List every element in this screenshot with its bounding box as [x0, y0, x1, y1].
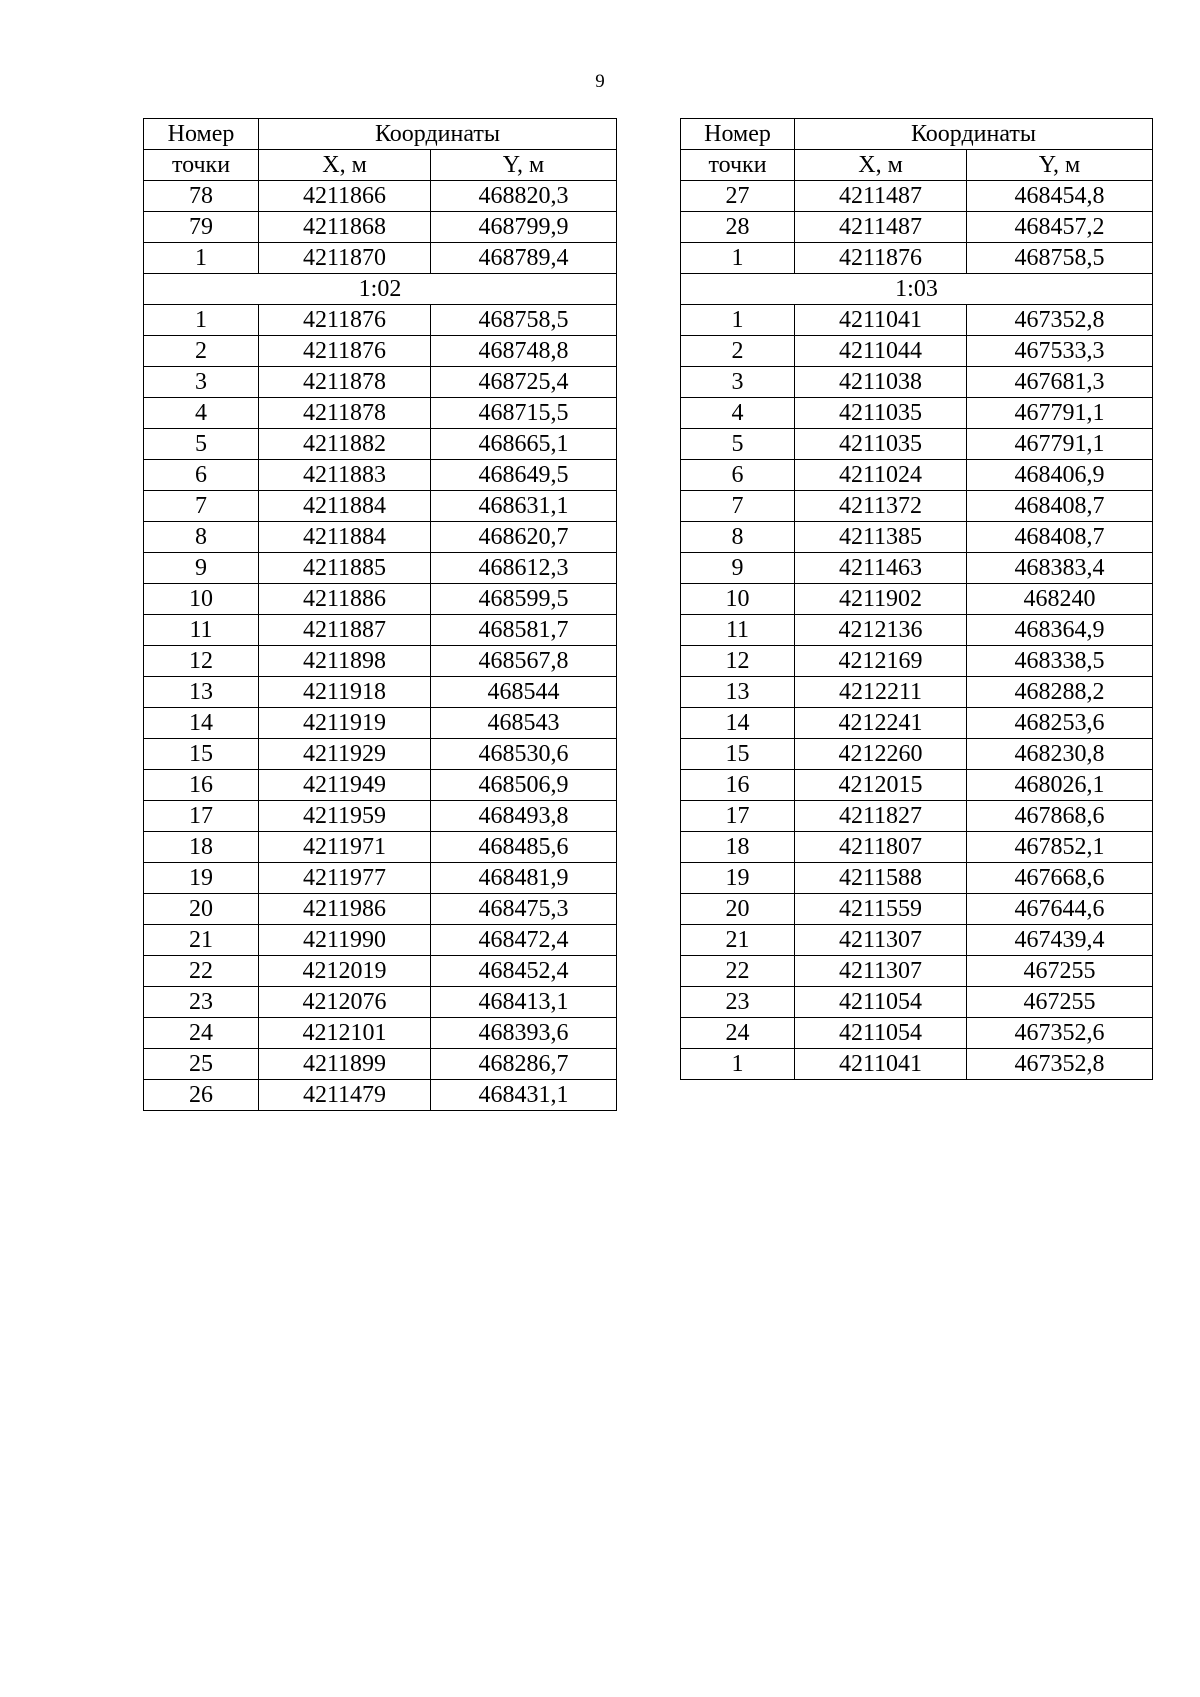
point-number-cell: 10 — [681, 584, 795, 615]
point-number-cell: 21 — [144, 925, 259, 956]
table-row — [681, 1018, 1153, 1049]
x-coordinate-cell: 4211919 — [259, 708, 431, 739]
table-row — [144, 1049, 617, 1080]
point-number-cell: 8 — [144, 522, 259, 553]
point-number-cell: 14 — [144, 708, 259, 739]
y-coordinate-cell: 468506,9 — [431, 770, 617, 801]
y-coordinate-cell: 468383,4 — [967, 553, 1153, 584]
point-number-cell: 2 — [681, 336, 795, 367]
y-coordinate-cell: 468581,7 — [431, 615, 617, 646]
x-coordinate-cell: 4211929 — [259, 739, 431, 770]
point-number-cell: 22 — [681, 956, 795, 987]
point-number-cell: 6 — [681, 460, 795, 491]
header-coordinates-label: Координаты — [259, 119, 617, 150]
section-row — [681, 274, 1153, 305]
y-coordinate-cell: 468408,7 — [967, 522, 1153, 553]
table-row — [144, 987, 617, 1018]
header-y-label: Y, м — [967, 150, 1153, 181]
point-number-cell: 11 — [144, 615, 259, 646]
table-row — [144, 212, 617, 243]
table-row — [144, 460, 617, 491]
point-number-cell: 24 — [144, 1018, 259, 1049]
x-coordinate-cell: 4211041 — [795, 1049, 967, 1080]
x-coordinate-cell: 4211959 — [259, 801, 431, 832]
y-coordinate-cell: 467352,8 — [967, 1049, 1153, 1080]
point-number-cell: 12 — [681, 646, 795, 677]
header-coordinates-label: Координаты — [795, 119, 1153, 150]
y-coordinate-cell: 467852,1 — [967, 832, 1153, 863]
x-coordinate-cell: 4211990 — [259, 925, 431, 956]
table-row — [144, 677, 617, 708]
table-row — [681, 615, 1153, 646]
y-coordinate-cell: 468230,8 — [967, 739, 1153, 770]
table-row — [681, 522, 1153, 553]
table-row — [681, 243, 1153, 274]
point-number-cell: 6 — [144, 460, 259, 491]
x-coordinate-cell: 4211918 — [259, 677, 431, 708]
section-label: 1:02 — [144, 274, 617, 305]
point-number-cell: 78 — [144, 181, 259, 212]
y-coordinate-cell: 468413,1 — [431, 987, 617, 1018]
y-coordinate-cell: 468649,5 — [431, 460, 617, 491]
x-coordinate-cell: 4211588 — [795, 863, 967, 894]
table-row — [681, 956, 1153, 987]
y-coordinate-cell: 468544 — [431, 677, 617, 708]
point-number-cell: 15 — [144, 739, 259, 770]
header-x-label: X, м — [259, 150, 431, 181]
table-row — [681, 646, 1153, 677]
point-number-cell: 10 — [144, 584, 259, 615]
y-coordinate-cell: 468567,8 — [431, 646, 617, 677]
x-coordinate-cell: 4211898 — [259, 646, 431, 677]
table-row — [681, 305, 1153, 336]
x-coordinate-cell: 4211372 — [795, 491, 967, 522]
table-row — [144, 646, 617, 677]
y-coordinate-cell: 468253,6 — [967, 708, 1153, 739]
x-coordinate-cell: 4212260 — [795, 739, 967, 770]
y-coordinate-cell: 468431,1 — [431, 1080, 617, 1111]
table-row — [681, 584, 1153, 615]
table-row — [144, 1080, 617, 1111]
table-row — [681, 863, 1153, 894]
x-coordinate-cell: 4211878 — [259, 367, 431, 398]
y-coordinate-cell: 468393,6 — [431, 1018, 617, 1049]
y-coordinate-cell: 468475,3 — [431, 894, 617, 925]
x-coordinate-cell: 4211866 — [259, 181, 431, 212]
y-coordinate-cell: 468543 — [431, 708, 617, 739]
point-number-cell: 2 — [144, 336, 259, 367]
x-coordinate-cell: 4211876 — [259, 336, 431, 367]
x-coordinate-cell: 4212101 — [259, 1018, 431, 1049]
x-coordinate-cell: 4211307 — [795, 956, 967, 987]
table-row — [681, 367, 1153, 398]
table-row — [681, 708, 1153, 739]
y-coordinate-cell: 467439,4 — [967, 925, 1153, 956]
point-number-cell: 1 — [681, 243, 795, 274]
y-coordinate-cell: 467868,6 — [967, 801, 1153, 832]
y-coordinate-cell: 468406,9 — [967, 460, 1153, 491]
x-coordinate-cell: 4211035 — [795, 398, 967, 429]
section-label: 1:03 — [681, 274, 1153, 305]
coordinates-table-right — [680, 118, 1153, 1080]
table-row — [681, 739, 1153, 770]
x-coordinate-cell: 4211044 — [795, 336, 967, 367]
point-number-cell: 20 — [144, 894, 259, 925]
table-header — [681, 119, 1153, 181]
y-coordinate-cell: 468820,3 — [431, 181, 617, 212]
table-row — [681, 677, 1153, 708]
point-number-cell: 5 — [144, 429, 259, 460]
point-number-cell: 12 — [144, 646, 259, 677]
table-row — [144, 863, 617, 894]
table-row — [144, 739, 617, 770]
y-coordinate-cell: 468758,5 — [431, 305, 617, 336]
table-row — [144, 429, 617, 460]
y-coordinate-cell: 468665,1 — [431, 429, 617, 460]
point-number-cell: 11 — [681, 615, 795, 646]
table-row — [144, 1018, 617, 1049]
table-row — [681, 460, 1153, 491]
y-coordinate-cell: 468758,5 — [967, 243, 1153, 274]
y-coordinate-cell: 468748,8 — [431, 336, 617, 367]
y-coordinate-cell: 467255 — [967, 987, 1153, 1018]
table-row — [144, 894, 617, 925]
table-row — [681, 398, 1153, 429]
point-number-cell: 7 — [681, 491, 795, 522]
point-number-cell: 18 — [681, 832, 795, 863]
x-coordinate-cell: 4211559 — [795, 894, 967, 925]
point-number-cell: 16 — [681, 770, 795, 801]
y-coordinate-cell: 468725,4 — [431, 367, 617, 398]
point-number-cell: 23 — [144, 987, 259, 1018]
header-number-label: Номер — [144, 119, 259, 150]
table-row — [144, 522, 617, 553]
table-row — [144, 398, 617, 429]
point-number-cell: 1 — [144, 305, 259, 336]
header-x-label: X, м — [795, 150, 967, 181]
x-coordinate-cell: 4211827 — [795, 801, 967, 832]
table-row — [144, 553, 617, 584]
x-coordinate-cell: 4211971 — [259, 832, 431, 863]
x-coordinate-cell: 4211054 — [795, 987, 967, 1018]
x-coordinate-cell: 4211035 — [795, 429, 967, 460]
y-coordinate-cell: 467352,6 — [967, 1018, 1153, 1049]
y-coordinate-cell: 468481,9 — [431, 863, 617, 894]
x-coordinate-cell: 4211807 — [795, 832, 967, 863]
x-coordinate-cell: 4211986 — [259, 894, 431, 925]
x-coordinate-cell: 4211876 — [795, 243, 967, 274]
y-coordinate-cell: 468457,2 — [967, 212, 1153, 243]
point-number-cell: 23 — [681, 987, 795, 1018]
point-number-cell: 28 — [681, 212, 795, 243]
y-coordinate-cell: 468286,7 — [431, 1049, 617, 1080]
y-coordinate-cell: 468715,5 — [431, 398, 617, 429]
y-coordinate-cell: 468620,7 — [431, 522, 617, 553]
y-coordinate-cell: 468454,8 — [967, 181, 1153, 212]
x-coordinate-cell: 4211883 — [259, 460, 431, 491]
point-number-cell: 17 — [144, 801, 259, 832]
x-coordinate-cell: 4212015 — [795, 770, 967, 801]
y-coordinate-cell: 467791,1 — [967, 398, 1153, 429]
table-row — [144, 584, 617, 615]
table-row — [681, 181, 1153, 212]
x-coordinate-cell: 4211868 — [259, 212, 431, 243]
header-y-label: Y, м — [431, 150, 617, 181]
point-number-cell: 18 — [144, 832, 259, 863]
point-number-cell: 7 — [144, 491, 259, 522]
x-coordinate-cell: 4212076 — [259, 987, 431, 1018]
table-row — [144, 708, 617, 739]
table-row — [681, 770, 1153, 801]
y-coordinate-cell: 467255 — [967, 956, 1153, 987]
header-point-label: точки — [681, 150, 795, 181]
y-coordinate-cell: 468485,6 — [431, 832, 617, 863]
y-coordinate-cell: 468493,8 — [431, 801, 617, 832]
y-coordinate-cell: 468240 — [967, 584, 1153, 615]
table-row — [144, 801, 617, 832]
x-coordinate-cell: 4211882 — [259, 429, 431, 460]
point-number-cell: 13 — [144, 677, 259, 708]
table-row — [144, 770, 617, 801]
point-number-cell: 15 — [681, 739, 795, 770]
x-coordinate-cell: 4211899 — [259, 1049, 431, 1080]
x-coordinate-cell: 4212136 — [795, 615, 967, 646]
x-coordinate-cell: 4211884 — [259, 522, 431, 553]
x-coordinate-cell: 4211463 — [795, 553, 967, 584]
y-coordinate-cell: 468799,9 — [431, 212, 617, 243]
table-header — [144, 119, 617, 181]
table-row — [144, 491, 617, 522]
point-number-cell: 24 — [681, 1018, 795, 1049]
x-coordinate-cell: 4212241 — [795, 708, 967, 739]
table-row — [681, 925, 1153, 956]
point-number-cell: 19 — [681, 863, 795, 894]
x-coordinate-cell: 4211977 — [259, 863, 431, 894]
point-number-cell: 16 — [144, 770, 259, 801]
y-coordinate-cell: 468364,9 — [967, 615, 1153, 646]
table-row — [681, 212, 1153, 243]
y-coordinate-cell: 468288,2 — [967, 677, 1153, 708]
y-coordinate-cell: 468452,4 — [431, 956, 617, 987]
point-number-cell: 26 — [144, 1080, 259, 1111]
x-coordinate-cell: 4211385 — [795, 522, 967, 553]
x-coordinate-cell: 4211886 — [259, 584, 431, 615]
table-row — [144, 243, 617, 274]
y-coordinate-cell: 467352,8 — [967, 305, 1153, 336]
x-coordinate-cell: 4211876 — [259, 305, 431, 336]
x-coordinate-cell: 4212169 — [795, 646, 967, 677]
point-number-cell: 79 — [144, 212, 259, 243]
y-coordinate-cell: 468612,3 — [431, 553, 617, 584]
y-coordinate-cell: 468472,4 — [431, 925, 617, 956]
point-number-cell: 1 — [681, 305, 795, 336]
header-number-label: Номер — [681, 119, 795, 150]
table-row — [144, 305, 617, 336]
table-body — [144, 181, 617, 1111]
x-coordinate-cell: 4211884 — [259, 491, 431, 522]
x-coordinate-cell: 4211887 — [259, 615, 431, 646]
x-coordinate-cell: 4211054 — [795, 1018, 967, 1049]
point-number-cell: 20 — [681, 894, 795, 925]
x-coordinate-cell: 4211870 — [259, 243, 431, 274]
point-number-cell: 19 — [144, 863, 259, 894]
x-coordinate-cell: 4211878 — [259, 398, 431, 429]
table-row — [144, 925, 617, 956]
point-number-cell: 9 — [681, 553, 795, 584]
y-coordinate-cell: 468338,5 — [967, 646, 1153, 677]
page-number: 9 — [595, 71, 605, 92]
x-coordinate-cell: 4211024 — [795, 460, 967, 491]
y-coordinate-cell: 468408,7 — [967, 491, 1153, 522]
point-number-cell: 1 — [144, 243, 259, 274]
point-number-cell: 9 — [144, 553, 259, 584]
x-coordinate-cell: 4211479 — [259, 1080, 431, 1111]
table-row — [144, 181, 617, 212]
x-coordinate-cell: 4211902 — [795, 584, 967, 615]
table-row — [681, 1049, 1153, 1080]
x-coordinate-cell: 4212019 — [259, 956, 431, 987]
table-body — [681, 181, 1153, 1080]
table-row — [681, 832, 1153, 863]
y-coordinate-cell: 467681,3 — [967, 367, 1153, 398]
y-coordinate-cell: 467791,1 — [967, 429, 1153, 460]
x-coordinate-cell: 4211487 — [795, 212, 967, 243]
section-row — [144, 274, 617, 305]
table-row — [144, 832, 617, 863]
point-number-cell: 22 — [144, 956, 259, 987]
table-row — [681, 429, 1153, 460]
point-number-cell: 4 — [144, 398, 259, 429]
y-coordinate-cell: 467644,6 — [967, 894, 1153, 925]
x-coordinate-cell: 4211487 — [795, 181, 967, 212]
point-number-cell: 8 — [681, 522, 795, 553]
x-coordinate-cell: 4211885 — [259, 553, 431, 584]
point-number-cell: 21 — [681, 925, 795, 956]
point-number-cell: 5 — [681, 429, 795, 460]
table-row — [681, 894, 1153, 925]
table-row — [144, 615, 617, 646]
y-coordinate-cell: 467668,6 — [967, 863, 1153, 894]
point-number-cell: 14 — [681, 708, 795, 739]
x-coordinate-cell: 4211307 — [795, 925, 967, 956]
point-number-cell: 3 — [144, 367, 259, 398]
table-row — [144, 956, 617, 987]
header-point-label: точки — [144, 150, 259, 181]
y-coordinate-cell: 467533,3 — [967, 336, 1153, 367]
point-number-cell: 17 — [681, 801, 795, 832]
point-number-cell: 25 — [144, 1049, 259, 1080]
table-row — [681, 987, 1153, 1018]
table-row — [681, 336, 1153, 367]
x-coordinate-cell: 4212211 — [795, 677, 967, 708]
point-number-cell: 4 — [681, 398, 795, 429]
table-row — [681, 553, 1153, 584]
y-coordinate-cell: 468026,1 — [967, 770, 1153, 801]
y-coordinate-cell: 468631,1 — [431, 491, 617, 522]
point-number-cell: 13 — [681, 677, 795, 708]
table-row — [144, 336, 617, 367]
point-number-cell: 1 — [681, 1049, 795, 1080]
table-row — [681, 491, 1153, 522]
coordinates-table-left — [143, 118, 617, 1111]
y-coordinate-cell: 468789,4 — [431, 243, 617, 274]
point-number-cell: 3 — [681, 367, 795, 398]
point-number-cell: 27 — [681, 181, 795, 212]
table-row — [144, 367, 617, 398]
x-coordinate-cell: 4211949 — [259, 770, 431, 801]
y-coordinate-cell: 468530,6 — [431, 739, 617, 770]
y-coordinate-cell: 468599,5 — [431, 584, 617, 615]
x-coordinate-cell: 4211038 — [795, 367, 967, 398]
table-row — [681, 801, 1153, 832]
x-coordinate-cell: 4211041 — [795, 305, 967, 336]
